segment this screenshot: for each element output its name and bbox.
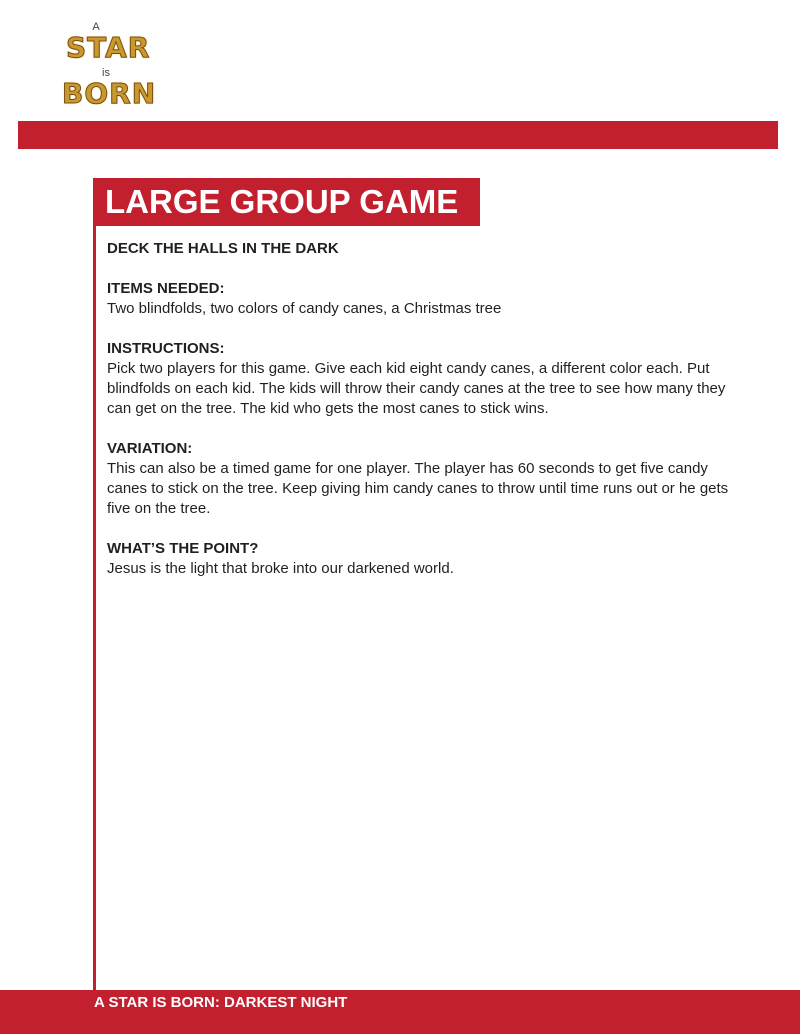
section-variation	[107, 439, 737, 519]
section-heading: WHAT’S THE POINT?	[107, 540, 259, 557]
section-heading: ITEMS NEEDED:	[107, 280, 225, 297]
game-name: DECK THE HALLS IN THE DARK	[107, 240, 339, 257]
logo	[56, 22, 166, 114]
logo-born-text: BORN	[62, 77, 157, 110]
logo-star-text: STAR	[66, 31, 151, 64]
section-body: Jesus is the light that broke into our darkened world.	[107, 560, 454, 577]
section-items	[107, 279, 737, 319]
section-body: Pick two players for this game. Give each kid eight candy canes, a different color each. Put blindfolds on each kid. The kids will throw their candy canes at the tree to see how many they can get on the tree. The kid who gets the most canes to stick wins.	[107, 360, 726, 417]
section-body: This can also be a timed game for one player. The player has 60 seconds to get five candy canes to stick on the tree. Keep giving him candy canes to throw until time runs out or he gets five on the tree.	[107, 460, 729, 517]
section-heading: VARIATION:	[107, 440, 193, 457]
section-point	[107, 539, 737, 579]
game-content	[107, 239, 737, 579]
footer-title: A STAR IS BORN: DARKEST NIGHT	[94, 994, 348, 1011]
footer-band	[0, 990, 800, 1034]
title-box	[93, 178, 480, 226]
section-heading: INSTRUCTIONS:	[107, 340, 225, 357]
section-body: Two blindfolds, two colors of candy canes, a Christmas tree	[107, 300, 502, 317]
logo-is-text: is	[102, 67, 110, 79]
left-rule	[93, 178, 96, 993]
header-band	[18, 121, 778, 149]
section-instructions	[107, 339, 737, 419]
logo-a-text: A	[92, 21, 100, 33]
page-title: LARGE GROUP GAME	[105, 183, 459, 220]
